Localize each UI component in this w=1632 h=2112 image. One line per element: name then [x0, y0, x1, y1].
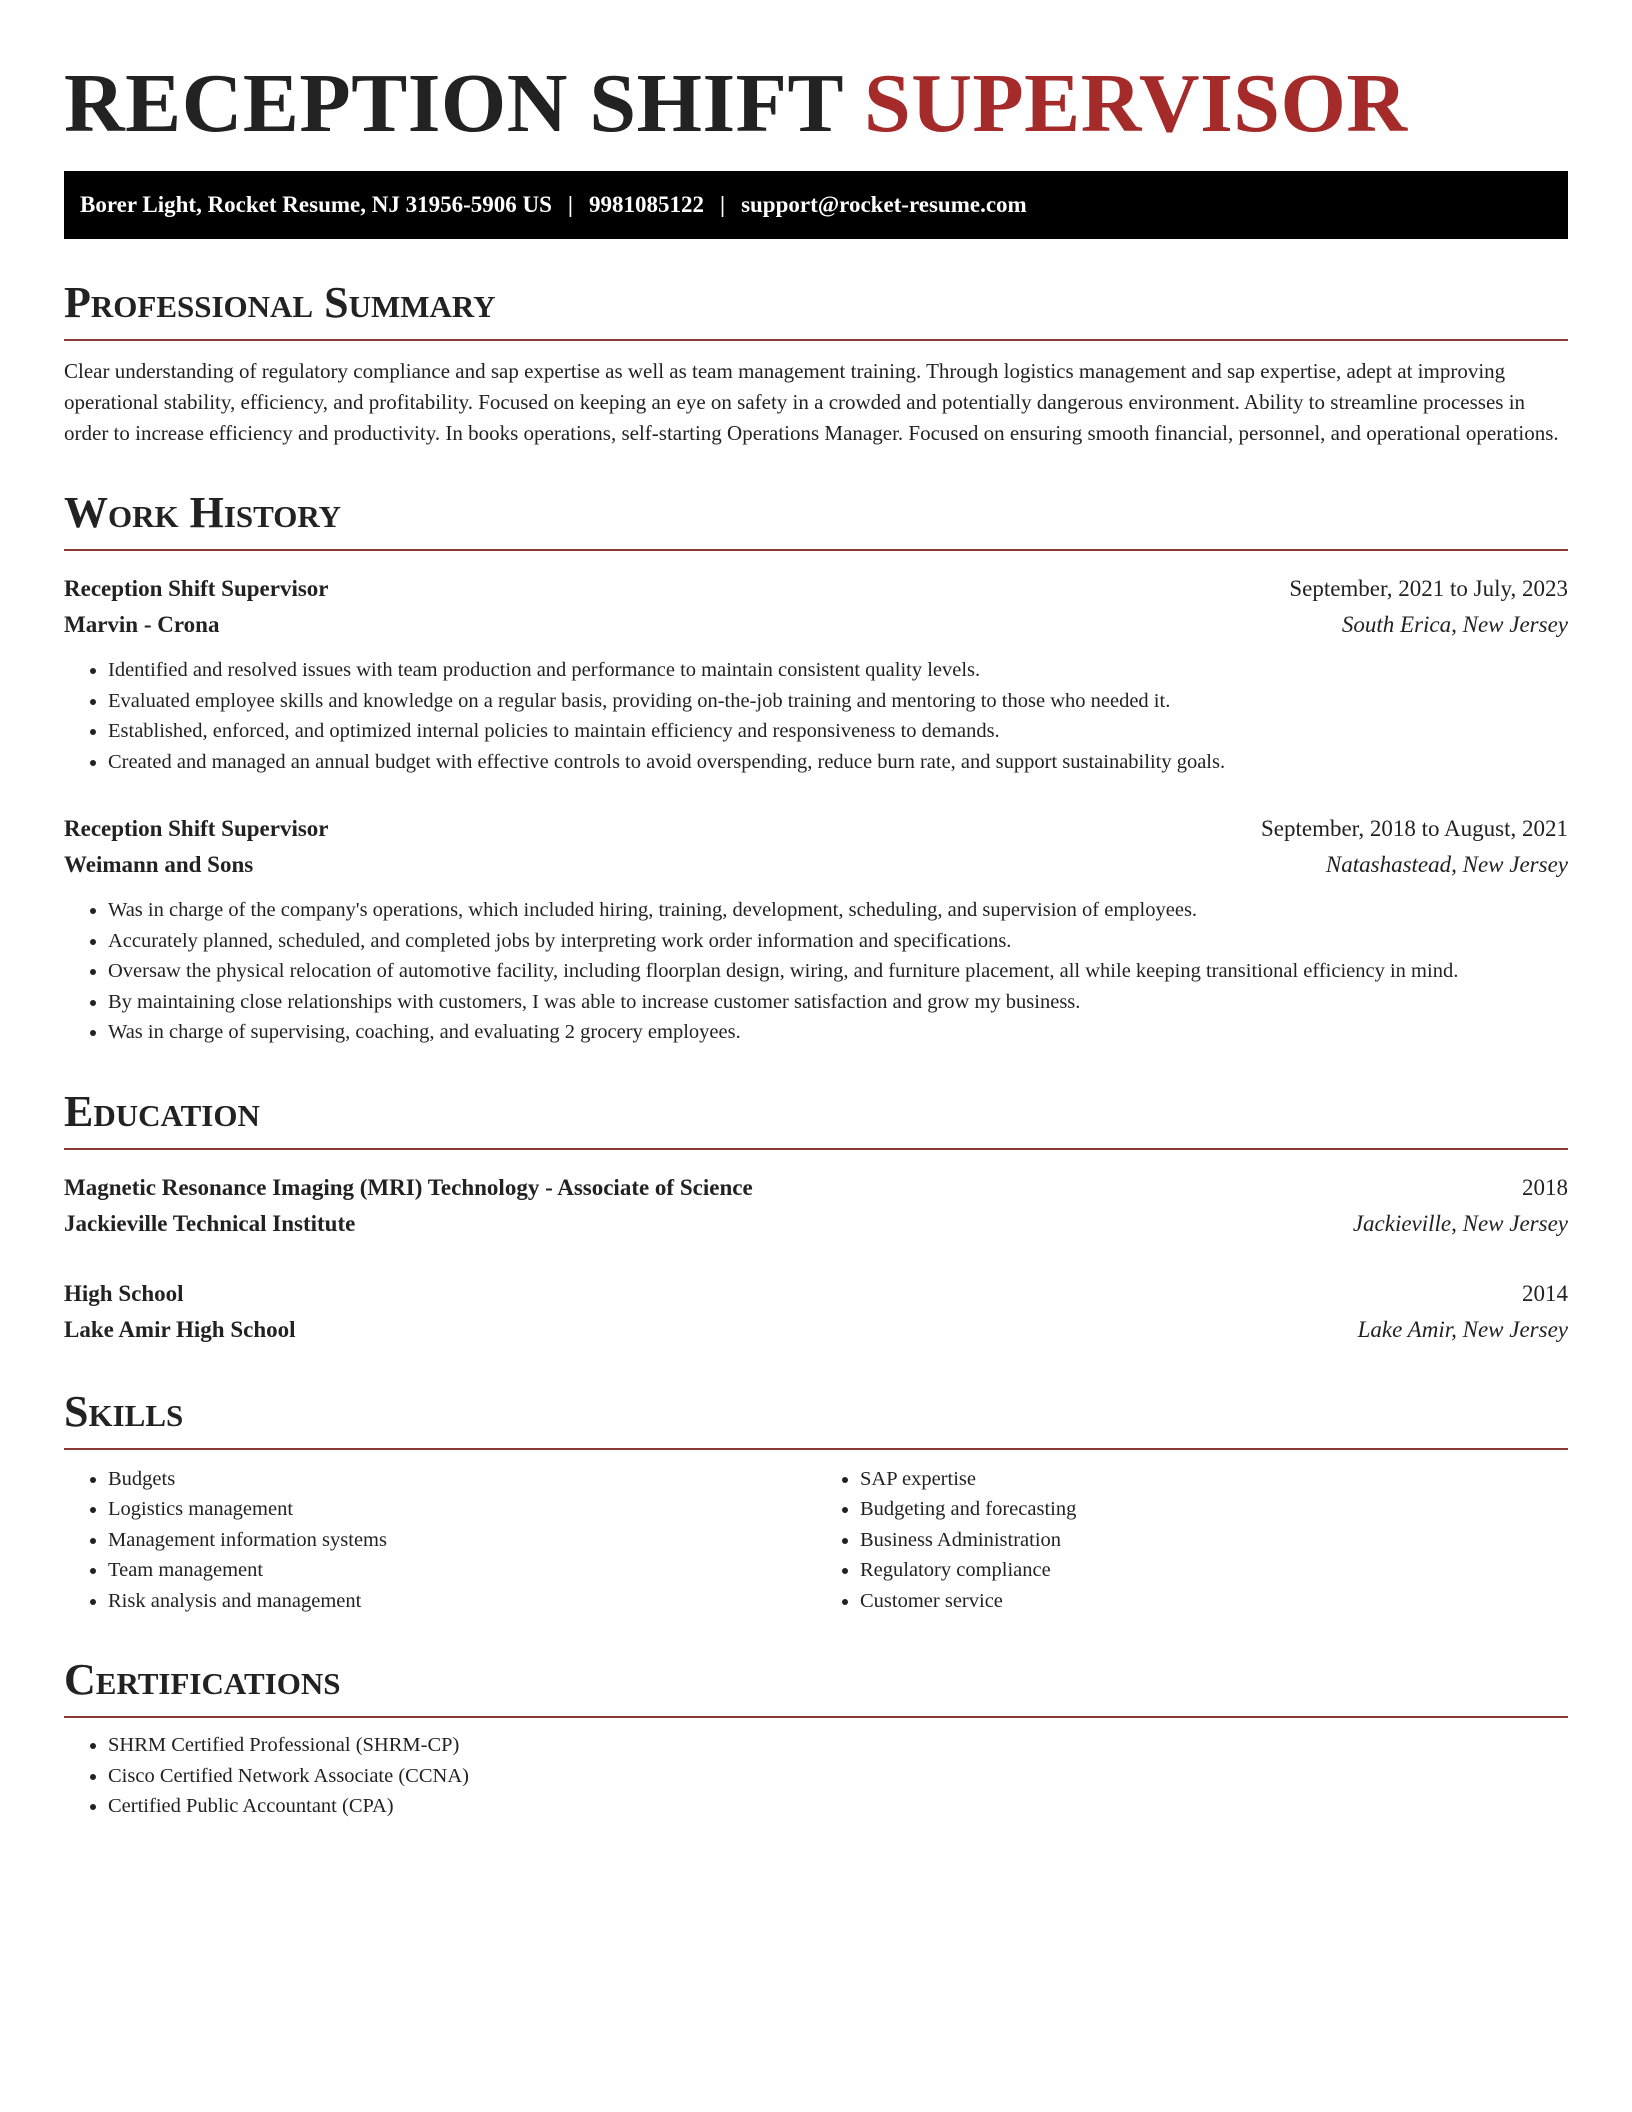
skills-section [64, 1388, 1568, 1617]
job-dates: September, 2018 to August, 2021 [1260, 816, 1568, 841]
job-entry [64, 571, 1568, 777]
job-company: Weimann and Sons [64, 852, 254, 877]
job-bullets [64, 655, 1568, 777]
education-section [64, 1088, 1568, 1348]
work-history-section [64, 489, 1568, 1048]
certifications-section [64, 1656, 1568, 1822]
section-heading: Work History [64, 489, 1568, 551]
contact-separator: | [719, 192, 726, 217]
education-location: Lake Amir, New Jersey [1357, 1316, 1568, 1342]
list-item: • Was in charge of the company's operations, which included hiring, training, development, scheduling, and supervision of employees. [108, 895, 1568, 926]
title-accent: SUPERVISOR [863, 57, 1408, 150]
education-degree: Magnetic Resonance Imaging (MRI) Technology - Associate of Science [64, 1174, 753, 1200]
contact-phone: 9981085122 [588, 192, 704, 217]
certification-item: • Cisco Certified Network Associate (CCNA) [108, 1761, 1568, 1792]
section-heading: Skills [64, 1388, 1568, 1450]
education-entry [64, 1170, 1568, 1242]
list-item: • Was in charge of supervising, coaching, and evaluating 2 grocery employees. [108, 1017, 1568, 1048]
contact-address: Borer Light, Rocket Resume, NJ 31956-5906 US [80, 192, 552, 217]
contact-email: support@rocket-resume.com [741, 192, 1027, 217]
education-location: Jackieville, New Jersey [1352, 1210, 1568, 1236]
summary-section [64, 279, 1568, 449]
list-item: • Identified and resolved issues with team production and performance to maintain consistent quality levels. [108, 655, 1568, 686]
skill-item: • Regulatory compliance [860, 1555, 1568, 1586]
skill-item: • Logistics management [108, 1494, 816, 1525]
job-bullets [64, 895, 1568, 1048]
section-heading: Professional Summary [64, 279, 1568, 341]
resume-title [64, 56, 1568, 152]
skill-item: • Budgets [108, 1464, 816, 1495]
list-item: • By maintaining close relationships with customers, I was able to increase customer satisfaction and grow my business. [108, 987, 1568, 1018]
education-degree: High School [64, 1280, 184, 1306]
skill-item: • Risk analysis and management [108, 1586, 816, 1617]
summary-text: Clear understanding of regulatory compliance and sap expertise as well as team management training. Through logistics management and sap expertise, adept at improving operational stability, efficiency, and profitability. Focused on keeping an eye on safety in a crowded and potentially dangerous environment. Ability to streamline processes in order to increase efficiency and productivity. In books operations, self-starting Operations Manager. Focused on ensuring smooth financial, personnel, and operational operations. [64, 359, 1559, 445]
skills-list-right [816, 1464, 1568, 1617]
certification-item: • Certified Public Accountant (CPA) [108, 1791, 1568, 1822]
education-school: Lake Amir High School [64, 1316, 296, 1342]
skill-item: • Team management [108, 1555, 816, 1586]
contact-separator: | [567, 192, 573, 217]
skills-columns [64, 1464, 1568, 1617]
section-heading: Certifications [64, 1656, 1568, 1718]
list-item: • Accurately planned, scheduled, and completed jobs by interpreting work order information and specifications. [108, 926, 1568, 957]
job-company: Marvin - Crona [64, 612, 220, 637]
section-heading: Education [64, 1088, 1568, 1150]
title-main: RECEPTION SHIFT [64, 57, 843, 150]
certification-item: • SHRM Certified Professional (SHRM-CP) [108, 1730, 1568, 1761]
skill-item: • Budgeting and forecasting [860, 1494, 1568, 1525]
education-year: 2014 [1522, 1280, 1568, 1306]
education-school: Jackieville Technical Institute [64, 1210, 356, 1236]
skill-item: • Customer service [860, 1586, 1568, 1617]
skills-list-left [64, 1464, 816, 1617]
skill-item: • Business Administration [860, 1525, 1568, 1556]
job-title: Reception Shift Supervisor [64, 576, 329, 601]
job-entry [64, 811, 1568, 1048]
list-item: • Established, enforced, and optimized internal policies to maintain efficiency and responsiveness to demands. [108, 716, 1568, 747]
contact-bar [64, 171, 1568, 239]
job-dates: September, 2021 to July, 2023 [1289, 576, 1568, 601]
education-year: 2018 [1522, 1174, 1568, 1200]
list-item: • Created and managed an annual budget with effective controls to avoid overspending, reduce burn rate, and support sustainability goals. [108, 747, 1568, 778]
list-item: • Oversaw the physical relocation of automotive facility, including floorplan design, wiring, and furniture placement, all while keeping transitional efficiency in mind. [108, 956, 1568, 987]
job-location: Natashastead, New Jersey [1325, 852, 1568, 877]
skill-item: • SAP expertise [860, 1464, 1568, 1495]
list-item: • Evaluated employee skills and knowledge on a regular basis, providing on-the-job training and mentoring to those who needed it. [108, 686, 1568, 717]
job-location: South Erica, New Jersey [1341, 612, 1568, 637]
education-entry [64, 1276, 1568, 1348]
job-title: Reception Shift Supervisor [64, 816, 329, 841]
skill-item: • Management information systems [108, 1525, 816, 1556]
certifications-list [64, 1730, 1568, 1822]
